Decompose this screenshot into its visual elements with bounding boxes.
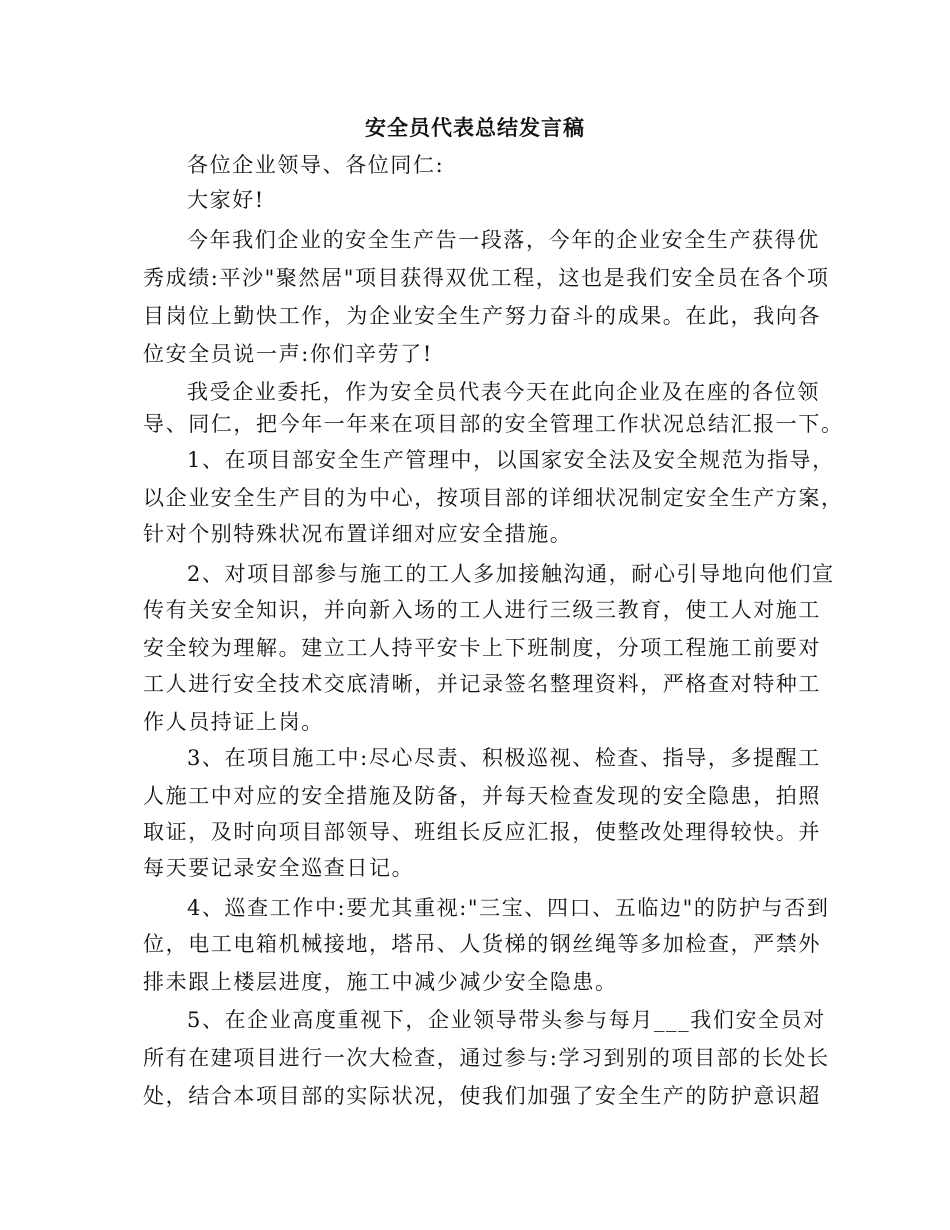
paragraph-line: 位，电工电箱机械接地，塔吊、人货梯的钢丝绳等多加检查，严禁外 [143,932,821,956]
paragraph-line: 传有关安全知识，并向新入场的工人进行三级三教育，使工人对施工 [143,598,821,622]
paragraph-line: 所有在建项目进行一次大检查，通过参与:学习到别的项目部的长处长 [143,1046,830,1070]
paragraph-line: 安全较为理解。建立工人持平安卡上下班制度，分项工程施工前要对 [143,636,821,660]
paragraph-line: 5、在企业高度重视下，企业领导带头参与每月___我们安全员对 [187,1008,826,1032]
paragraph-line: 取证，及时向项目部领导、班组长反应汇报，使整改处理得较快。并 [143,820,821,844]
paragraph-line: 针对个别特殊状况布置详细对应安全措施。 [143,522,573,546]
paragraph-line: 导、同仁，把今年一年来在项目部的安全管理工作状况总结汇报一下。 [143,412,844,436]
paragraph-line: 以企业安全生产目的为中心，按项目部的详细状况制定安全生产方案， [143,486,844,510]
paragraph-line: 处，结合本项目部的实际状况，使我们加强了安全生产的防护意识超 [143,1084,821,1108]
paragraph-line: 3、在项目施工中:尽心尽责、积极巡视、检查、指导，多提醒工 [187,746,821,770]
paragraph-line: 每天要记录安全巡查日记。 [143,856,415,880]
paragraph-line: 工人进行安全技术交底清晰，并记录签名整理资料，严格查对特种工 [143,672,821,696]
paragraph-line: 位安全员说一声:你们辛劳了! [143,342,433,366]
paragraph-line: 目岗位上勤快工作，为企业安全生产努力奋斗的成果。在此，我向各 [143,304,821,328]
paragraph-line: 1、在项目部安全生产管理中，以国家安全法及安全规范为指导， [187,448,835,472]
paragraph-line: 作人员持证上岗。 [143,710,324,734]
paragraph-line: 4、巡查工作中:要尤其重视:"三宝、四口、五临边"的防护与否到 [187,896,830,920]
paragraph-line: 今年我们企业的安全生产告一段落，今年的企业安全生产获得优 [187,228,820,252]
paragraph-line: 排未跟上楼层进度，施工中减少减少安全隐患。 [143,970,618,994]
paragraph-line: 2、对项目部参与施工的工人多加接触沟通，耐心引导地向他们宣 [187,562,835,586]
paragraph-line: 大家好! [187,188,265,212]
paragraph-line: 人施工中对应的安全措施及防备，并每天检查发现的安全隐患，拍照 [143,784,821,808]
paragraph-line: 秀成绩:平沙"聚然居"项目获得双优工程，这也是我们安全员在各个项 [143,266,830,290]
document-title: 安全员代表总结发言稿 [365,115,585,140]
paragraph-line: 各位企业领导、各位同仁: [187,153,445,177]
paragraph-line: 我受企业委托，作为安全员代表今天在此向企业及在座的各位领 [187,380,820,404]
